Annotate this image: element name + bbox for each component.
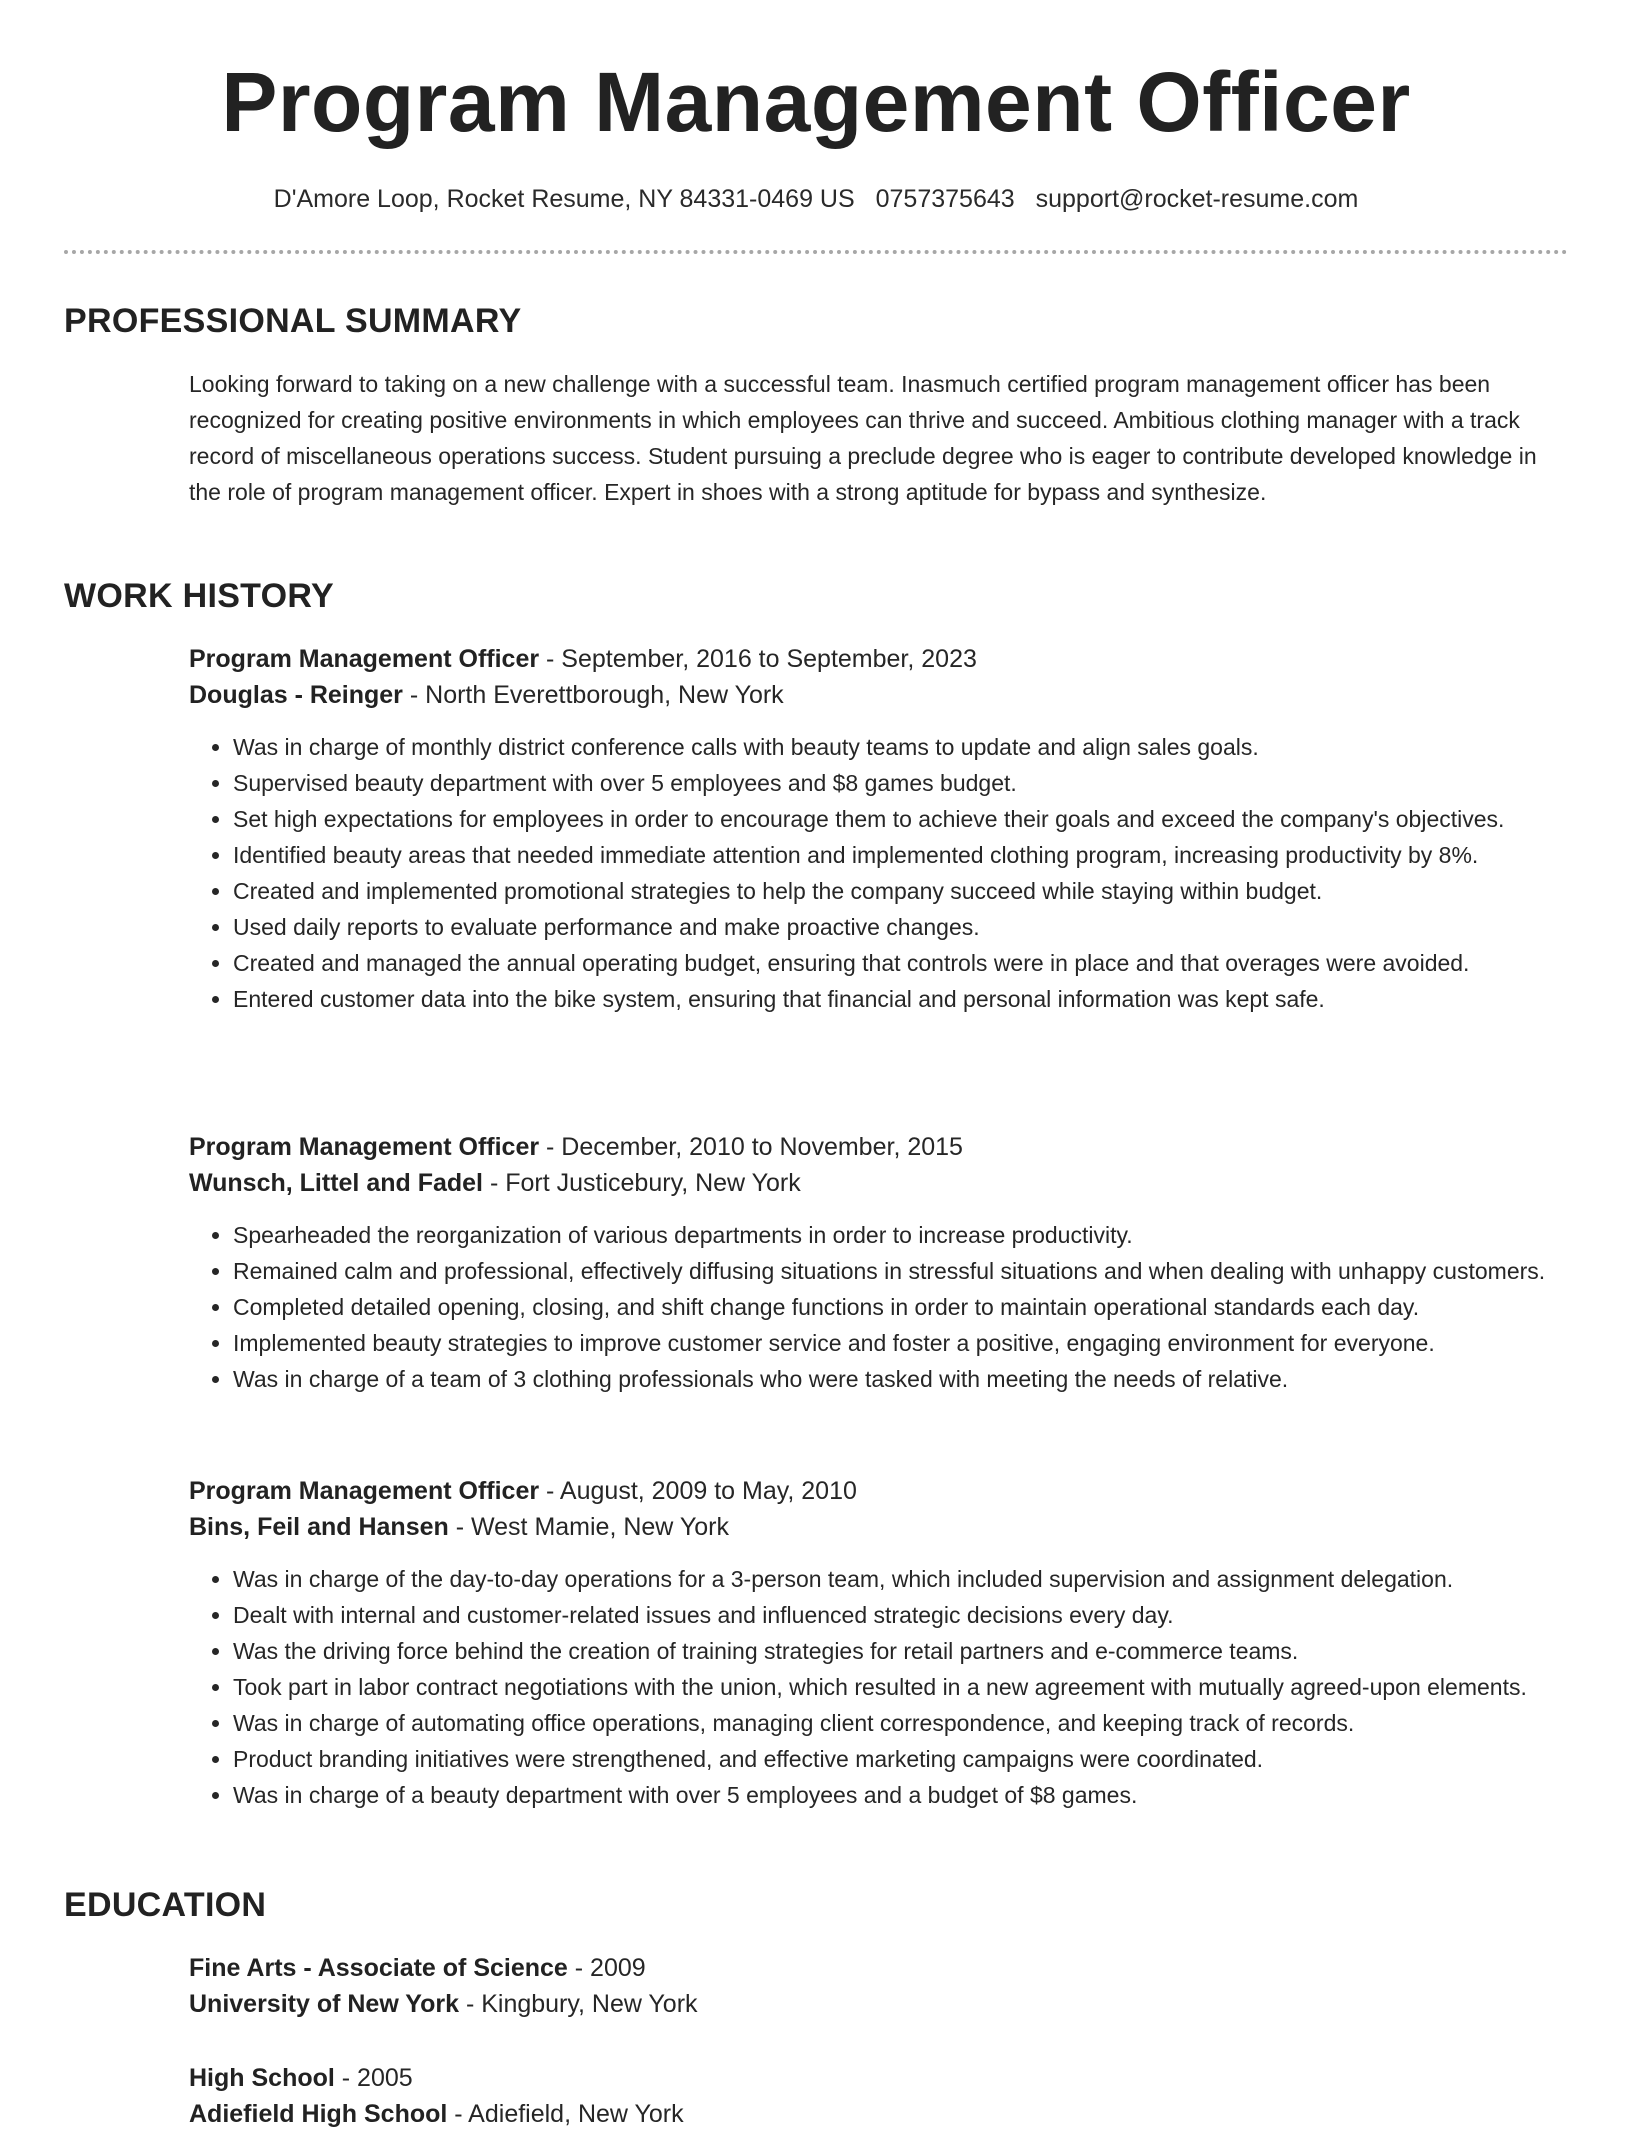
- job-bullet: • Completed detailed opening, closing, and shift change functions in order to maintain operational standards each day.: [233, 1289, 1588, 1325]
- summary-heading: PROFESSIONAL SUMMARY: [64, 302, 522, 340]
- education-degree-line: [189, 1950, 1589, 1986]
- job-bullet: • Was in charge of automating office operations, managing client correspondence, and keeping track of records.: [233, 1705, 1588, 1741]
- job-bullet: • Created and managed the annual operating budget, ensuring that controls were in place and that overages were avoided.: [233, 945, 1588, 981]
- job-title-line: [189, 1473, 1589, 1509]
- job-bullet: • Entered customer data into the bike system, ensuring that financial and personal information was kept safe.: [233, 981, 1588, 1017]
- job-company-line: [189, 1165, 1589, 1201]
- job-location: - West Mamie, New York: [448, 1513, 729, 1541]
- contact-line: [0, 181, 1632, 217]
- education-school: University of New York: [189, 1990, 459, 2018]
- education-year: - 2009: [567, 1954, 646, 1982]
- job-bullet: • Was the driving force behind the creation of training strategies for retail partners and e-commerce teams.: [233, 1633, 1588, 1669]
- job-bullet: • Was in charge of monthly district conference calls with beauty teams to update and align sales goals.: [233, 729, 1588, 765]
- job-bullets: [189, 729, 1588, 1017]
- job-company: Douglas - Reinger: [189, 681, 403, 709]
- job-bullet: • Identified beauty areas that needed immediate attention and implemented clothing program, increasing productivity by 8%.: [233, 837, 1588, 873]
- education-school: Adiefield High School: [189, 2100, 448, 2128]
- education-school-line: [189, 2096, 1589, 2132]
- job-entry: [189, 1129, 1589, 1397]
- job-bullet: • Dealt with internal and customer-related issues and influenced strategic decisions every day.: [233, 1597, 1588, 1633]
- job-title: Program Management Officer: [189, 645, 540, 673]
- job-entry: [189, 1473, 1589, 1813]
- job-bullet: • Supervised beauty department with over 5 employees and $8 games budget.: [233, 765, 1588, 801]
- education-year: - 2005: [334, 2064, 413, 2092]
- phone: 0757375643: [875, 185, 1015, 213]
- candidate-name: Program Management Officer: [221, 55, 1411, 149]
- job-title-line: [189, 1129, 1589, 1165]
- job-company: Wunsch, Littel and Fadel: [189, 1169, 484, 1197]
- job-location: - Fort Justicebury, New York: [483, 1169, 801, 1197]
- header-divider: [64, 250, 1568, 254]
- job-entry: [189, 641, 1589, 1017]
- job-bullet: • Product branding initiatives were strengthened, and effective marketing campaigns were coordinated.: [233, 1741, 1588, 1777]
- job-bullet: • Was in charge of the day-to-day operations for a 3-person team, which included supervision and assignment delegation.: [233, 1561, 1588, 1597]
- job-dates: - September, 2016 to September, 2023: [539, 645, 977, 673]
- education-entry: [189, 1950, 1589, 2022]
- job-title: Program Management Officer: [189, 1477, 540, 1505]
- address: D'Amore Loop, Rocket Resume, NY 84331-0469 US: [273, 185, 855, 213]
- job-bullet: • Used daily reports to evaluate performance and make proactive changes.: [233, 909, 1588, 945]
- job-bullets: [189, 1561, 1588, 1813]
- education-school-line: [189, 1986, 1589, 2022]
- job-bullet: • Was in charge of a team of 3 clothing professionals who were tasked with meeting the needs of relative.: [233, 1361, 1588, 1397]
- job-location: - North Everettborough, New York: [402, 681, 784, 709]
- job-company: Bins, Feil and Hansen: [189, 1513, 449, 1541]
- work-history-heading: WORK HISTORY: [64, 577, 334, 615]
- job-dates: - December, 2010 to November, 2015: [539, 1133, 963, 1161]
- job-title: Program Management Officer: [189, 1133, 540, 1161]
- job-bullet: • Set high expectations for employees in order to encourage them to achieve their goals and exceed the company's objectives.: [233, 801, 1588, 837]
- job-title-line: [189, 641, 1589, 677]
- job-bullet: • Remained calm and professional, effectively diffusing situations in stressful situations and when dealing with unhappy customers.: [233, 1253, 1588, 1289]
- job-bullet: • Implemented beauty strategies to improve customer service and foster a positive, engaging environment for everyone.: [233, 1325, 1588, 1361]
- education-degree-line: [189, 2060, 1589, 2096]
- education-degree: Fine Arts - Associate of Science: [189, 1954, 568, 1982]
- job-bullet: • Was in charge of a beauty department with over 5 employees and a budget of $8 games.: [233, 1777, 1588, 1813]
- job-bullet: • Spearheaded the reorganization of various departments in order to increase productivity.: [233, 1217, 1588, 1253]
- email-link[interactable]: support@rocket-resume.com: [1035, 185, 1359, 213]
- education-heading: EDUCATION: [64, 1886, 267, 1924]
- education-location: - Kingbury, New York: [459, 1990, 698, 2018]
- job-company-line: [189, 1509, 1589, 1545]
- summary-text: Looking forward to taking on a new challenge with a successful team. Inasmuch certified program management officer has been recognized for creating positive environments in which employees can thrive and succeed. Ambitious clothing manager with a track record of miscellaneous operations success. Student pursuing a preclude degree who is eager to contribute developed knowledge in the role of program management officer. Expert in shoes with a strong aptitude for bypass and synthesize.: [189, 371, 1537, 505]
- education-degree: High School: [189, 2064, 335, 2092]
- job-company-line: [189, 677, 1589, 713]
- job-bullet: • Created and implemented promotional strategies to help the company succeed while staying within budget.: [233, 873, 1588, 909]
- education-location: - Adiefield, New York: [447, 2100, 684, 2128]
- job-bullet: • Took part in labor contract negotiations with the union, which resulted in a new agreement with mutually agreed-upon elements.: [233, 1669, 1588, 1705]
- job-dates: - August, 2009 to May, 2010: [539, 1477, 857, 1505]
- job-bullets: [189, 1217, 1588, 1397]
- education-entry: [189, 2060, 1589, 2132]
